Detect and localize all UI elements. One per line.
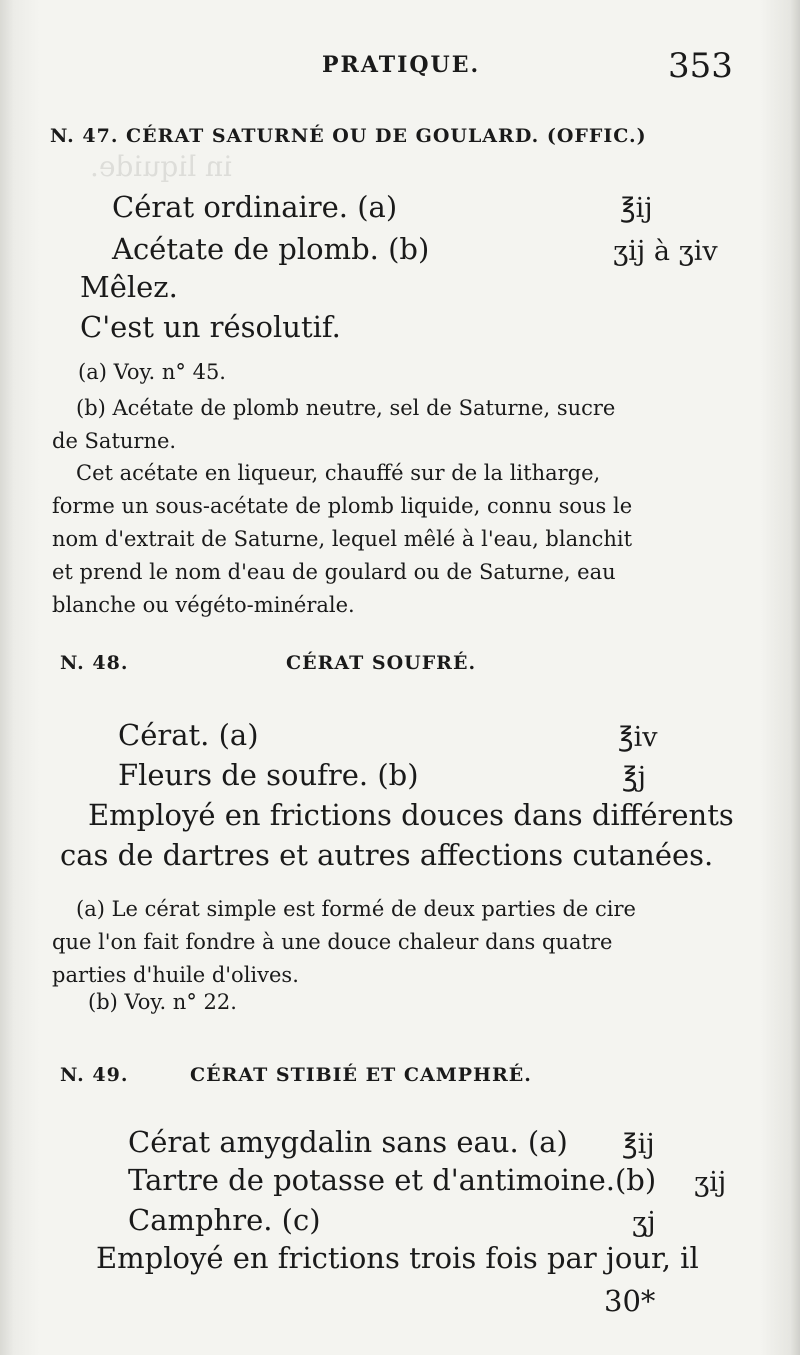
signature-mark: 30* [604, 1284, 656, 1318]
footnote-b: (b) Voy. n° 22. [88, 990, 237, 1014]
section-heading-n48: CÉRAT SOUFRÉ. [286, 652, 477, 674]
ingredient-quantity: ℥iv [618, 722, 658, 753]
usage-text-line: cas de dartres et autres affections cutanées. [60, 838, 714, 872]
ingredient-quantity: ℥ij [622, 1129, 655, 1160]
footnote-line: (b) Acétate de plomb neutre, sel de Saturne, sucre [76, 396, 616, 420]
section-heading-n47: N. 47. CÉRAT SATURNÉ OU DE GOULARD. (OFFIC.) [50, 125, 647, 147]
footnote-line: parties d'huile d'olives. [52, 963, 299, 987]
section-number-n48: N. 48. [60, 652, 129, 674]
footnote-line: que l'on fait fondre à une douce chaleur dans quatre [52, 930, 613, 954]
ingredient-name: Camphre. (c) [128, 1203, 321, 1237]
footnote-a [52, 893, 738, 992]
page-number: 353 [668, 46, 733, 86]
section-heading-n49: CÉRAT STIBIÉ ET CAMPHRÉ. [190, 1064, 532, 1086]
usage-text: Employé en frictions trois fois par jour, il [96, 1241, 699, 1275]
ingredient-name: Fleurs de soufre. (b) [118, 758, 419, 792]
section-number-n49: N. 49. [60, 1064, 129, 1086]
paragraph-line: nom d'extrait de Saturne, lequel mêlé à l'eau, blanchit [52, 527, 633, 551]
ingredient-name: Cérat amygdalin sans eau. (a) [128, 1125, 568, 1159]
footnote-a: (a) Voy. n° 45. [78, 360, 226, 384]
paragraph-line: blanche ou végéto-minérale. [52, 593, 355, 617]
ingredient-name: Cérat ordinaire. (a) [112, 190, 398, 224]
paragraph-line: Cet acétate en liqueur, chauffé sur de la litharge, [76, 461, 601, 485]
ingredient-quantity: ℥ij [620, 193, 653, 224]
ingredient-name: Acétate de plomb. (b) [112, 232, 430, 266]
ingredient-quantity: ℥j [622, 762, 646, 793]
usage-text-line: Employé en frictions douces dans différents [88, 798, 734, 832]
paragraph-line: forme un sous-acétate de plomb liquide, connu sous le [52, 494, 633, 518]
usage-text: C'est un résolutif. [80, 310, 341, 344]
footnote-b [52, 392, 738, 458]
instruction-mix: Mêlez. [80, 270, 178, 304]
ingredient-quantity: ʒij à ʒiv [613, 236, 718, 267]
explanatory-paragraph [52, 457, 738, 622]
ingredient-quantity: ʒij [694, 1167, 727, 1198]
ingredient-name: Tartre de potasse et d'antimoine.(b) [128, 1163, 657, 1197]
paragraph-line: et prend le nom d'eau de goulard ou de Saturne, eau [52, 560, 616, 584]
footnote-line: de Saturne. [52, 429, 177, 453]
footnote-line: (a) Le cérat simple est formé de deux parties de cire [76, 897, 636, 921]
ingredient-name: Cérat. (a) [118, 718, 259, 752]
ingredient-quantity: ʒj [632, 1207, 656, 1238]
bleed-through-text: in liquide. [90, 150, 233, 183]
running-header-title: PRATIQUE. [322, 52, 481, 78]
